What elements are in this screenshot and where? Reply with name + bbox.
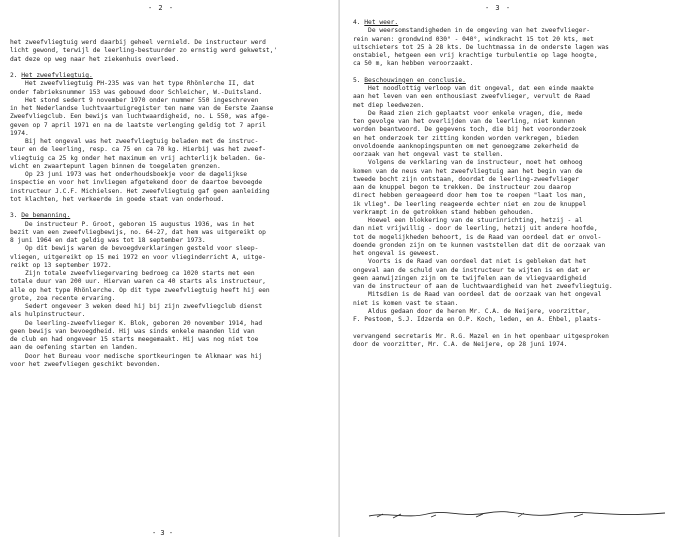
right-page-body — [353, 19, 671, 349]
text-line: Op 23 juni 1973 was het onderhoudsboekje voor de dagelijkse — [10, 171, 248, 178]
text-line: Zweefvliegclub. Een bewijs van luchtwaardigheid, no. L 550, was afge- — [10, 113, 270, 121]
text-line: Mitsdien is de Raad van oordeel dat de oorzaak van het ongeval — [353, 291, 602, 299]
text-line: onder fabrieksnummer 153 was gebouwd door Schleicher, W.-Duitsland. — [10, 88, 263, 96]
text-line: Het zweefvliegtuig PH-235 was van het type Rhönlerche II, dat — [10, 80, 255, 88]
text-line: van de instructeur of aan de luchtwaardigheid van het zweefvliegtuig. — [353, 283, 613, 290]
text-line: tot de mogelijkheden behoort, is de Raad van oordeel dat er onvol- — [353, 233, 602, 241]
text-line: uitschieters tot 25 à 28 kts. De luchtmassa in de onderste lagen was — [353, 43, 609, 51]
text-line: teur en de leerling, resp. ca 75 en ca 70 kg. Hierbij was het zweef- — [10, 146, 266, 154]
text-line: alle op het type Rhönlerche. Op dit type zweefvliegtuig heeft hij een — [10, 286, 270, 294]
text-line: ik vlieg". De leerling reageerde echter niet en zou de knuppel — [353, 200, 587, 208]
text-line: ten gevolge van het overlijden van de leerling, niet kunnen — [353, 118, 576, 125]
text-line: wicht en zwaartepunt lagen binnen de toegelaten grenzen. — [10, 162, 221, 170]
text-line: onstabiel, hetgeen een vrij krachtige turbulentie op lage hoogte, — [353, 52, 598, 59]
text-line: het ongeval is geweest. — [353, 250, 440, 257]
left-page-body — [10, 39, 328, 369]
text-line: tot klachten, het verkeerde in goede staat van onderhoud. — [10, 195, 225, 203]
text-line: 1974. — [10, 129, 29, 137]
section-title: Het weer. — [364, 19, 399, 26]
text-line: direct hebben gereageerd door hem toe te roepen "laat los man, — [353, 192, 587, 200]
text-line: in het Nederlandse luchtvaartuigregister ten name van de Eerste Zaanse — [10, 105, 274, 112]
section-number: 2. — [10, 72, 22, 79]
text-line: De weersomstandigheden in de omgeving van het zweefvlieger- — [353, 27, 591, 35]
section-title: De bemanning. — [21, 212, 71, 220]
text-line: geven op 7 april 1971 en na de laatste verlenging geldig tot 7 april — [10, 121, 266, 129]
text-line: De instructeur P. Groot, geboren 15 augustus 1936, was in het — [10, 220, 255, 228]
text-line: worden beantwoord. De gegevens toch, die bij het vooronderzoek — [353, 126, 587, 134]
text-line: Het noodlottig verloop van dit ongeval, dat een einde maakte — [353, 85, 594, 92]
text-line: Volgens de verklaring van de instructeur, moet het omhoog — [353, 159, 583, 167]
text-line: De leerling-zweefvlieger K. Blok, geboren 20 november 1914, had — [10, 319, 263, 327]
page-gutter — [338, 0, 340, 537]
section-number: 5. — [353, 76, 365, 84]
text-line: aan de oefening starten en landen. — [10, 344, 138, 352]
text-line: voor het zweefvliegen geschikt bevonden. — [10, 360, 161, 368]
text-line: komen van de neus van het zweefvliegtuig aan het begin van de — [353, 167, 583, 175]
text-line: door de voorzitter, Mr. C.A. de Neijere, op 28 juni 1974. — [353, 340, 568, 348]
text-line: geen bewijs van bevoegdheid. Hij was sinds enkele maanden lid van — [10, 327, 255, 335]
text-line: rein waren: grondwind 030° - 040°, windkracht 15 tot 20 kts, met — [353, 35, 594, 43]
text-line: 8 juni 1964 en dat geldig was tot 18 september 1973. — [10, 237, 206, 244]
text-line: geen aanwijzingen zijn om te twijfelen aan de vliegvaardigheid — [353, 274, 587, 282]
section-heading — [353, 19, 671, 27]
text-line: reikt op 13 september 1972. — [10, 261, 112, 269]
text-line: Aldus gedaan door de heren Mr. C.A. de Neijere, voorzitter, — [353, 307, 591, 315]
text-line: vliegen, uitgereikt op 15 mei 1972 en voor vlieginderricht A, uitge- — [10, 253, 266, 261]
blank-line — [10, 204, 328, 212]
text-line: en het onderzoek ter zitting konden worden verkregen, bieden — [353, 134, 579, 142]
text-line: De Raad zien zich geplaatst voor enkele vragen, die, mede — [353, 109, 583, 117]
text-line: dan niet vrijwillig - door de leerling, hetzij uit andere hoofde, — [353, 225, 598, 233]
text-line: Op dit bewijs waren de bevoegdverklaringen gesteld voor sleep- — [10, 245, 259, 253]
page-number-bottom: - 3 - — [152, 529, 174, 537]
text-line: Zijn totale zweefvliegervaring bedroeg ca 1020 starts met een — [10, 270, 255, 277]
section-heading — [353, 77, 671, 85]
text-line: met diep leedwezen. — [353, 101, 425, 109]
page-number-top: - 3 - — [485, 4, 512, 12]
text-line: Bij het ongeval was het zweefvliegtuig beladen met de instruc- — [10, 138, 259, 145]
text-line: ca 50 m, kan hebben veroorzaakt. — [353, 60, 474, 68]
text-line: F. Pestoom, S.J. Idzerda en O.P. Koch, leden, en A. Ehbel, plaats- — [353, 316, 602, 323]
text-line: Voorts is de Raad van oordeel dat niet is gebleken dat het — [353, 258, 587, 266]
section-number: 3. — [10, 212, 22, 220]
blank-line — [353, 324, 671, 332]
text-line: verkrampt in de getrokken stand hebben gehouden. — [353, 208, 534, 216]
text-line: aan de knuppel begon te trekken. De instructeur zou daarop — [353, 184, 572, 191]
text-line: niet is komen vast te staan. — [353, 299, 459, 307]
text-line: vervangend secretaris Mr. R.G. Mazel en in het openbaar uitgesproken — [353, 332, 609, 340]
text-line: totale duur van 200 uur. Hiervan waren ca 40 starts als instructeur, — [10, 278, 266, 286]
text-line: Het stond sedert 9 november 1970 onder nummer 550 ingeschreven — [10, 96, 259, 104]
text-line: Sedert ongeveer 3 weken deed hij bij zijn zweefvliegclub dienst — [10, 303, 263, 310]
text-line: inspectie en voor het invliegen afgetekend door de daartoe bevoegde — [10, 179, 263, 187]
text-line: als hulpinstructeur. — [10, 311, 86, 319]
text-line: licht gewond, terwijl de leerling-bestuurder zo ernstig werd gekwetst,' — [10, 47, 278, 55]
section-heading — [10, 212, 328, 220]
handwritten-annotation — [367, 505, 667, 515]
text-line: doende gronden zijn om te kunnen vaststellen dat dit de oorzaak van — [353, 241, 606, 249]
text-line: tweede bocht zijn ontstaan, doordat de leerling-zweefvlieger — [353, 175, 579, 183]
text-line: dat deze op weg naar het ziekenhuis overleed. — [10, 55, 180, 63]
text-line: ongeval aan de schuld van de instructeur te wijten is en dat er — [353, 266, 591, 274]
text-line: Hoewel een blokkering van de stuurinrichting, hetzij - al — [353, 217, 583, 224]
text-line: vliegtuig ca 25 kg onder het maximum en vrij achterlijk beladen. Ge- — [10, 154, 266, 162]
text-line: de club en had ongeveer 15 starts meegemaakt. Hij was nog niet toe — [10, 336, 259, 343]
section-number: 4. — [353, 19, 365, 26]
page-number-top: - 2 - — [148, 4, 175, 12]
text-line: Door het Bureau voor medische sportkeuringen te Alkmaar was hij — [10, 352, 263, 360]
text-line: het zweefvliegtuig werd daarbij geheel vernield. De instructeur werd — [10, 39, 266, 46]
text-line: bezit van een zweefvliegbewijs, no. 64-27, dat hem was uitgereikt op — [10, 228, 266, 236]
text-line: instructeur J.C.F. Michielsen. Het zweefvliegtuig gaf geen aanleiding — [10, 187, 270, 195]
text-line: aan het leven van een enthousiast zweefvlieger, vervult de Raad — [353, 93, 591, 101]
blank-line — [10, 64, 328, 72]
text-line: oorzaak van het ongeval vast te stellen. — [353, 151, 504, 158]
text-line: grote, zoa recente ervaring. — [10, 294, 116, 302]
section-heading — [10, 72, 328, 80]
section-title: Het zweefvliegtuig. — [21, 72, 93, 79]
blank-line — [353, 69, 671, 77]
text-line: onvoldoende aanknopingspunten om met genoegzame zekerheid de — [353, 142, 579, 150]
section-title: Beschouwingen en conclusie. — [364, 76, 466, 84]
